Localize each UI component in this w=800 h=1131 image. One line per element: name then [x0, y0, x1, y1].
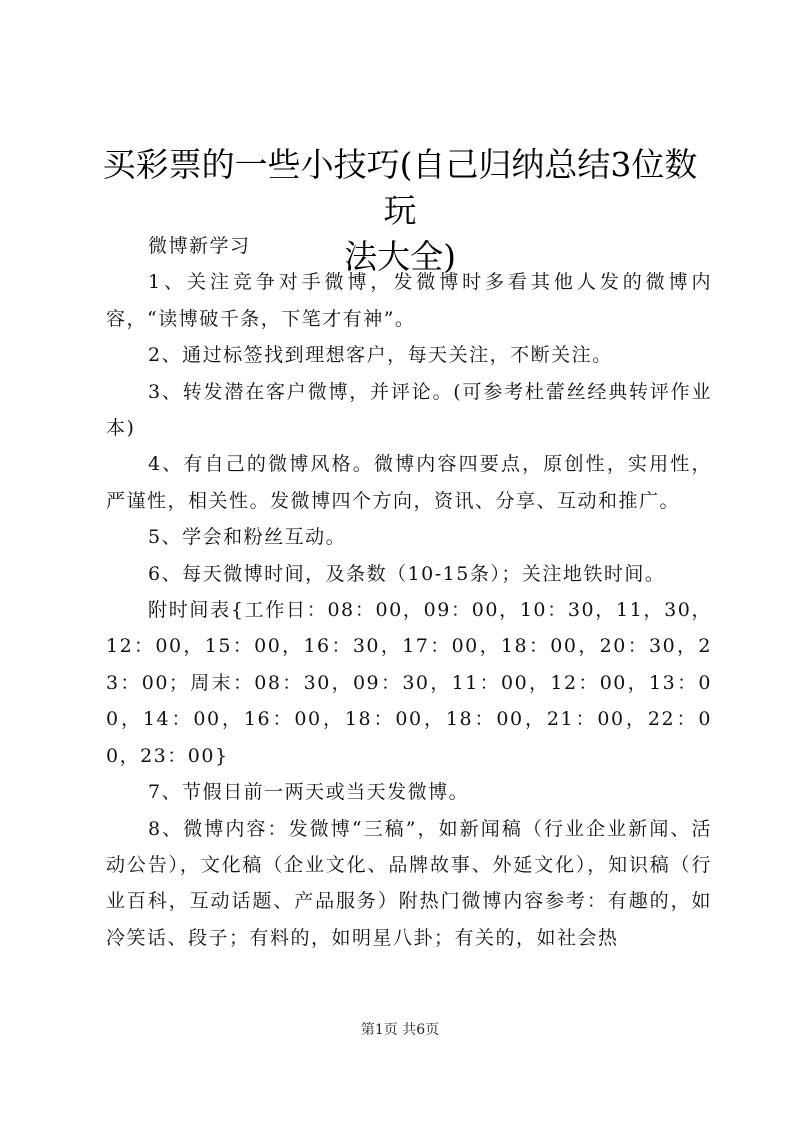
- paragraph-schedule: 附时间表{工作日：08：00，09：00，10：30，11，30，12：00，15：00，16：30，17：00，18：00，20：30，23：00；周末：08：30，09：30，11：00，12：00，13：00，14：00，16：00，18：00，18：00，21：00，22：00，23：00}: [106, 599, 712, 767]
- document-title-line-1: 买彩票的一些小技巧(自己归纳总结3位数玩: [102, 145, 698, 230]
- document-title-line-2: 法大全): [344, 237, 456, 276]
- paragraph-item-4: 4、有自己的微博风格。微博内容四要点，原创性，实用性，严谨性，相关性。发微博四个方向，资讯、分享、互动和推广。: [106, 453, 712, 512]
- paragraph-item-6: 6、每天微博时间，及条数（10-15条）；关注地铁时间。: [148, 562, 666, 585]
- page-number: 第1页 共6页: [360, 1022, 440, 1038]
- paragraph-item-8: 8、微博内容：发微博“三稿”，如新闻稿（行业企业新闻、活动公告），文化稿（企业文化、品牌故事、外延文化），知识稿（行业百科，互动话题、产品服务）附热门微博内容参考：有趣的，如冷笑话、段子；有料的，如明星八卦；有关的，如社会热: [106, 817, 712, 949]
- paragraph-item-1: 1、关注竞争对手微博，发微博时多看其他人发的微博内容，“读博破千条，下笔才有神”。: [106, 271, 712, 330]
- page-footer: [0, 1020, 800, 1040]
- paragraph-item-3: 3、转发潜在客户微博，并评论。(可参考杜蕾丝经典转评作业本): [106, 380, 712, 440]
- document-body: [106, 228, 712, 956]
- section-heading: 微博新学习: [148, 235, 251, 257]
- paragraph-item-2: 2、通过标签找到理想客户，每天关注，不断关注。: [148, 344, 613, 367]
- paragraph-item-7: 7、节假日前一两天或当天发微博。: [148, 781, 470, 804]
- paragraph-item-5: 5、学会和粉丝互动。: [148, 526, 347, 549]
